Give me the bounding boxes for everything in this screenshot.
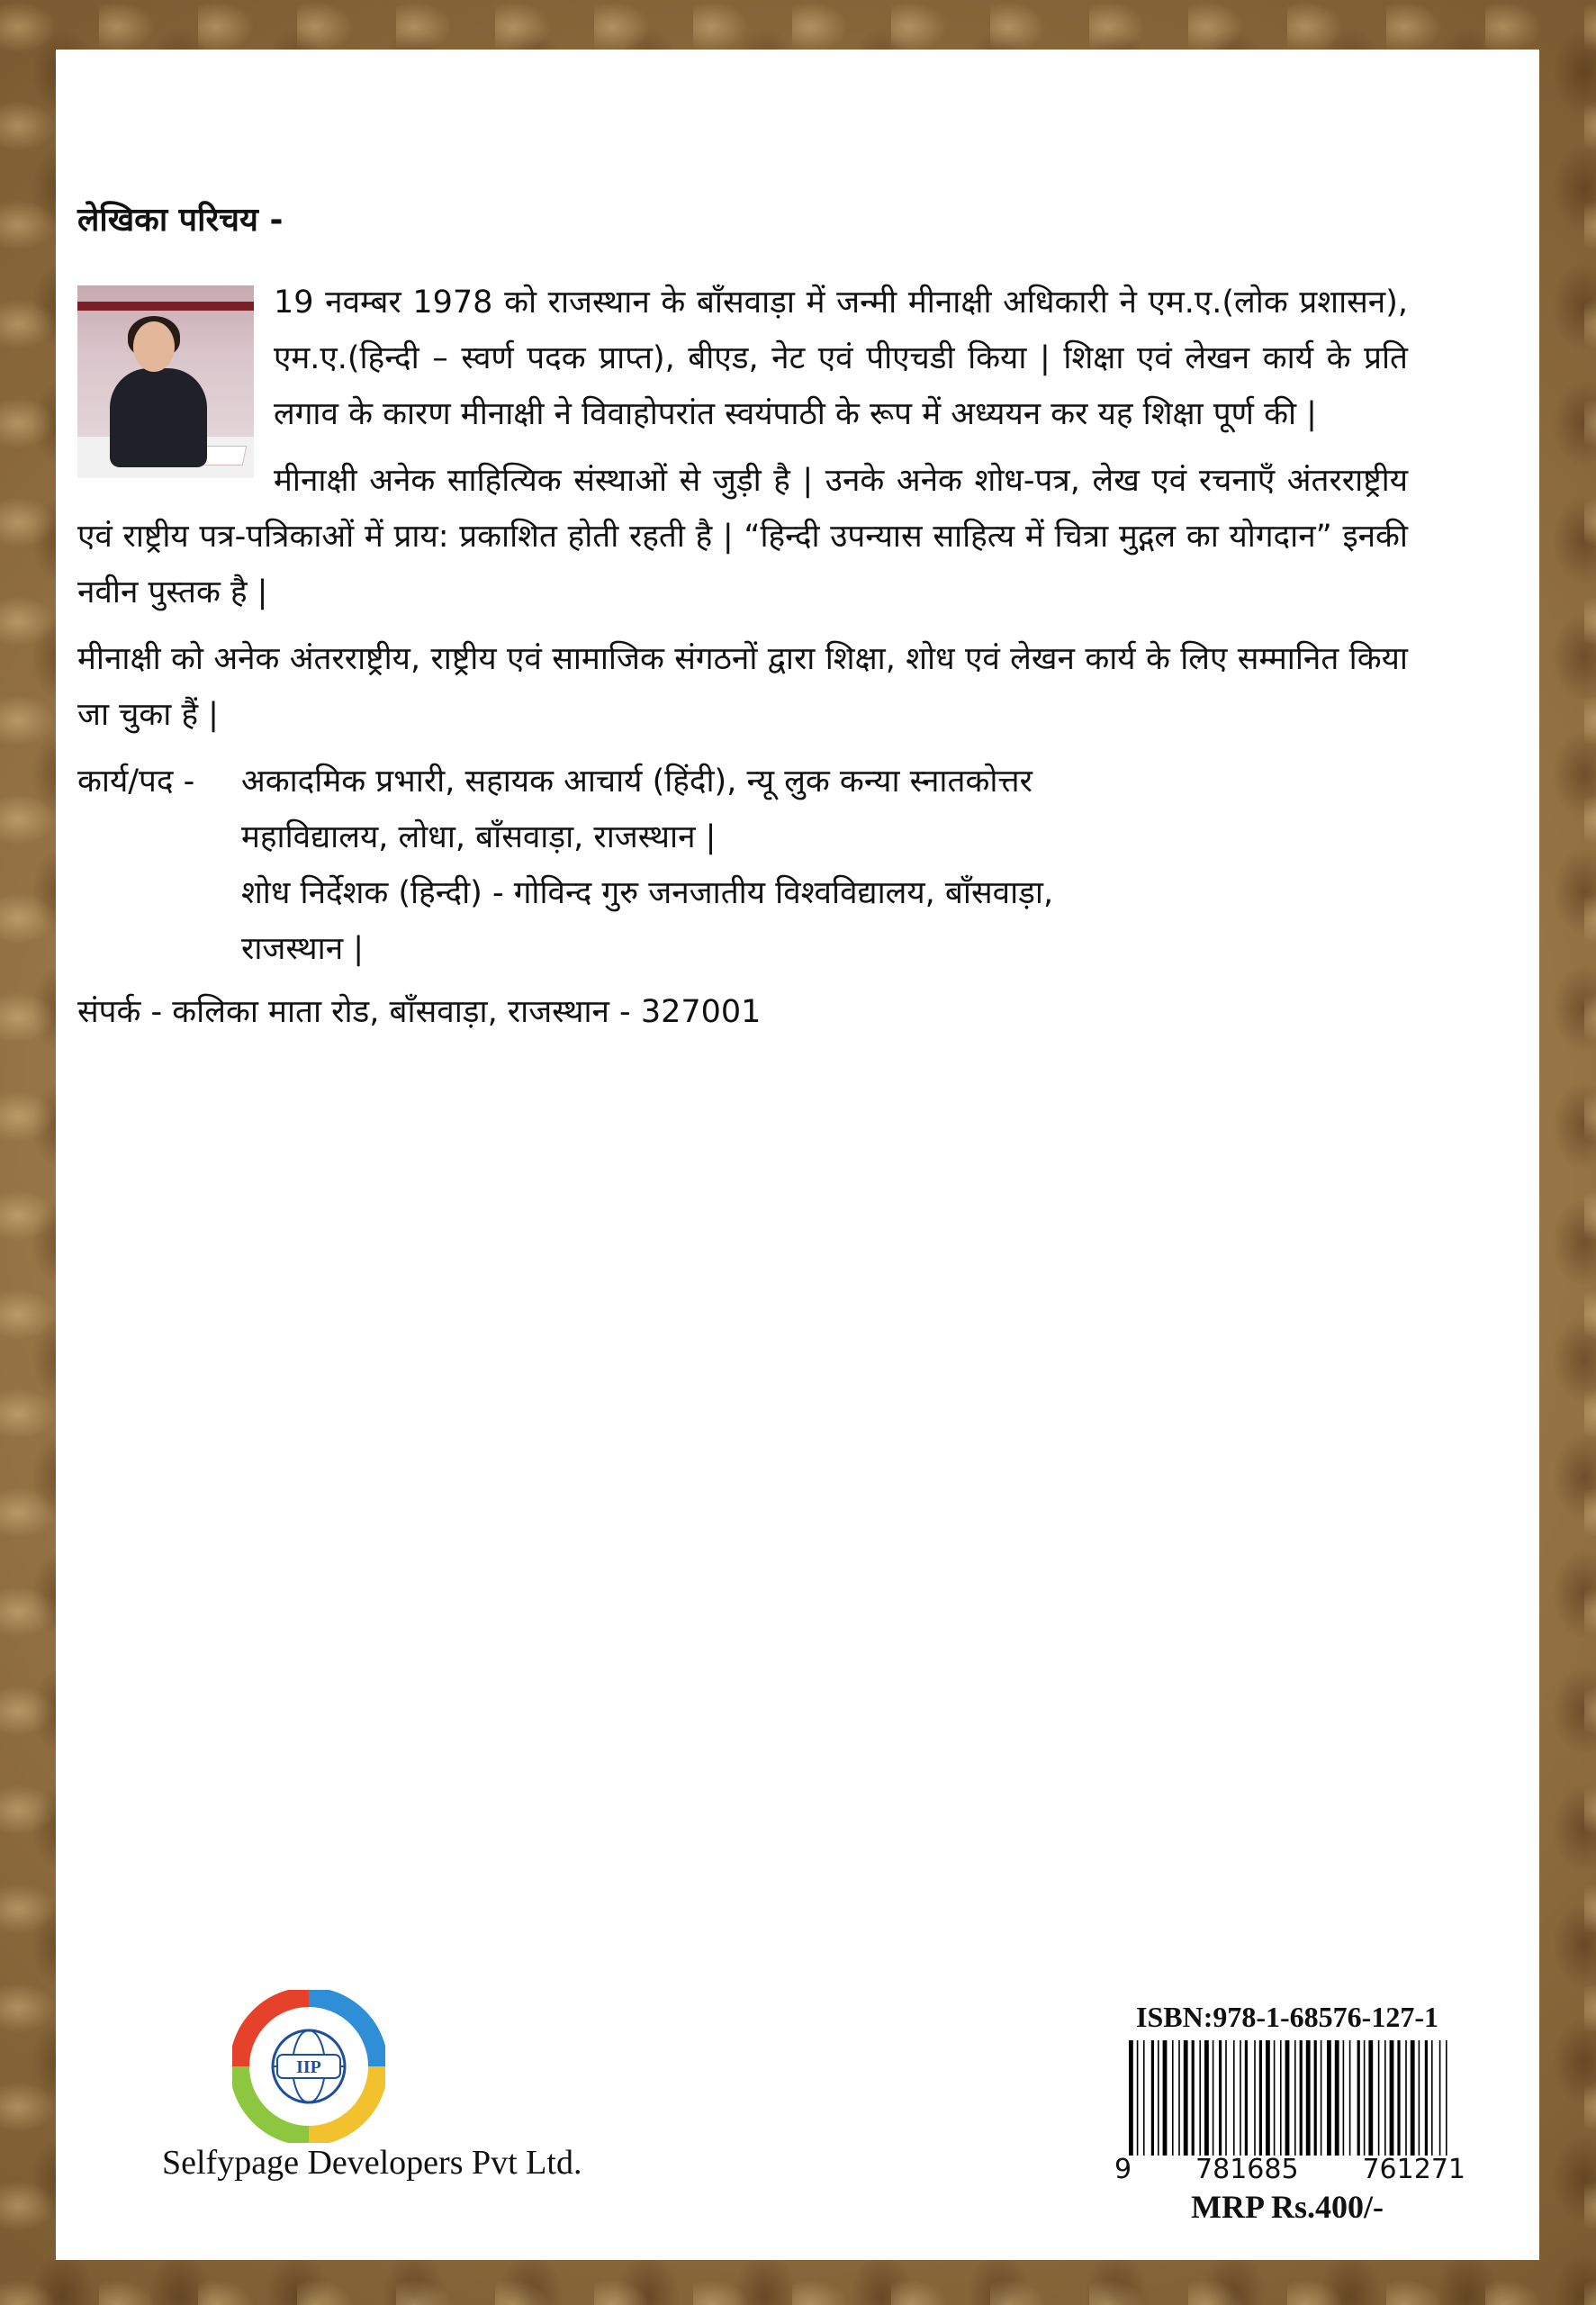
author-photo	[77, 285, 254, 478]
barcode-digit-lead: 9	[1114, 2154, 1132, 2185]
publisher-name: Selfypage Developers Pvt Ltd.	[162, 2144, 582, 2182]
post-line-2: महाविद्यालय, लोधा, बाँसवाड़ा, राजस्थान |	[241, 819, 717, 855]
contact-line: संपर्क - कलिका माता रोड, बाँसवाड़ा, राजस्थान - 327001	[77, 994, 762, 1030]
publisher-logo-icon	[232, 1990, 385, 2143]
barcode-digits-left: 781685	[1195, 2154, 1299, 2185]
mrp-label: MRP Rs.400/-	[1191, 2189, 1384, 2225]
post-line-1: अकादमिक प्रभारी, सहायक आचार्य (हिंदी), न्यू लुक कन्या स्नातकोत्तर	[241, 764, 1032, 800]
post-line-4: राजस्थान |	[241, 931, 365, 967]
barcode-digits-right: 761271	[1362, 2154, 1465, 2185]
barcode-icon	[1125, 2040, 1453, 2166]
barcode-number	[1114, 2154, 1465, 2185]
author-intro-section	[77, 196, 1408, 1040]
post-row	[77, 754, 1408, 809]
post-label: कार्य/पद -	[77, 764, 195, 800]
logo-text: IIP	[296, 2057, 321, 2077]
bio-paragraph-1: 19 नवम्बर 1978 को राजस्थान के बाँसवाड़ा में जन्मी मीनाक्षी अधिकारी ने एम.ए.(लोक प्रशासन), एम.ए.(हिन्दी – स्वर्ण पदक प्राप्त), बीएड, नेट एवं पीएचडी किया | शिक्षा एवं लेखन कार्य के प्रति लगाव के कारण मीनाक्षी ने विवाहोपरांत स्वयंपाठी के रूप में अध्ययन कर यह शिक्षा पूर्ण की |	[274, 285, 1408, 432]
bio-paragraph-2: मीनाक्षी अनेक साहित्यिक संस्थाओं से जुड़ी है | उनके अनेक शोध-पत्र, लेख एवं रचनाएँ अंतरराष्ट्रीय एवं राष्ट्रीय पत्र-पत्रिकाओं में प्राय: प्रकाशित होती रहती है | “हिन्दी उपन्यास साहित्य में चित्रा मुद्गल का योगदान” इनकी नवीन पुस्तक है |	[77, 463, 1408, 610]
post-line-3: शोध निर्देशक (हिन्दी) - गोविन्द गुरु जनजातीय विश्वविद्यालय, बाँसवाड़ा,	[241, 875, 1054, 911]
bio-paragraph-3: मीनाक्षी को अनेक अंतरराष्ट्रीय, राष्ट्रीय एवं सामाजिक संगठनों द्वारा शिक्षा, शोध एवं लेखन कार्य के लिए सम्मानित किया जा चुका हैं |	[77, 641, 1408, 733]
isbn-label: ISBN:978-1-68576-127-1	[1136, 2001, 1438, 2033]
author-intro-heading: लेखिका परिचय -	[77, 202, 284, 239]
